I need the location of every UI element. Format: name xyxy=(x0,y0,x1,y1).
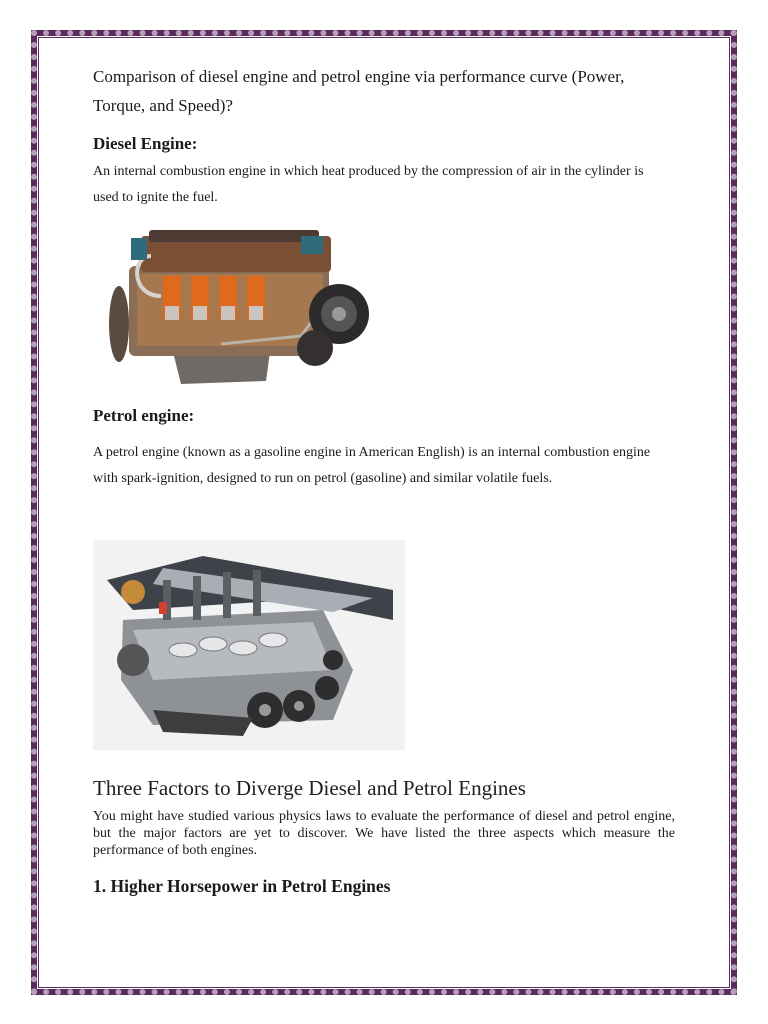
petrol-engine-image xyxy=(93,540,405,750)
intro-question: Comparison of diesel engine and petrol engine via performance curve (Power, Torque, and Speed)? xyxy=(93,67,625,115)
factors-paragraph: You might have studied various physics laws to evaluate the performance of diesel and petrol engine, but the major factors are yet to discover. We have listed the three aspects which measure the performance of both engines. xyxy=(93,809,675,858)
diesel-engine-image xyxy=(101,226,381,390)
diesel-heading: Diesel Engine: xyxy=(93,134,198,153)
factor-1-number: 1. xyxy=(93,876,107,896)
factor-1-heading xyxy=(93,876,391,897)
diesel-description: An internal combustion engine in which heat produced by the compression of air in the cylinder is used to ignite the fuel. xyxy=(93,164,644,205)
petrol-heading: Petrol engine: xyxy=(93,406,195,425)
factors-heading: Three Factors to Diverge Diesel and Petrol Engines xyxy=(93,776,526,800)
petrol-description: A petrol engine (known as a gasoline engine in American English) is an internal combustion engine with spark-ignition, designed to run on petrol (gasoline) and similar volatile fuels. xyxy=(93,445,651,486)
factor-1-title: Higher Horsepower in Petrol Engines xyxy=(110,876,391,896)
